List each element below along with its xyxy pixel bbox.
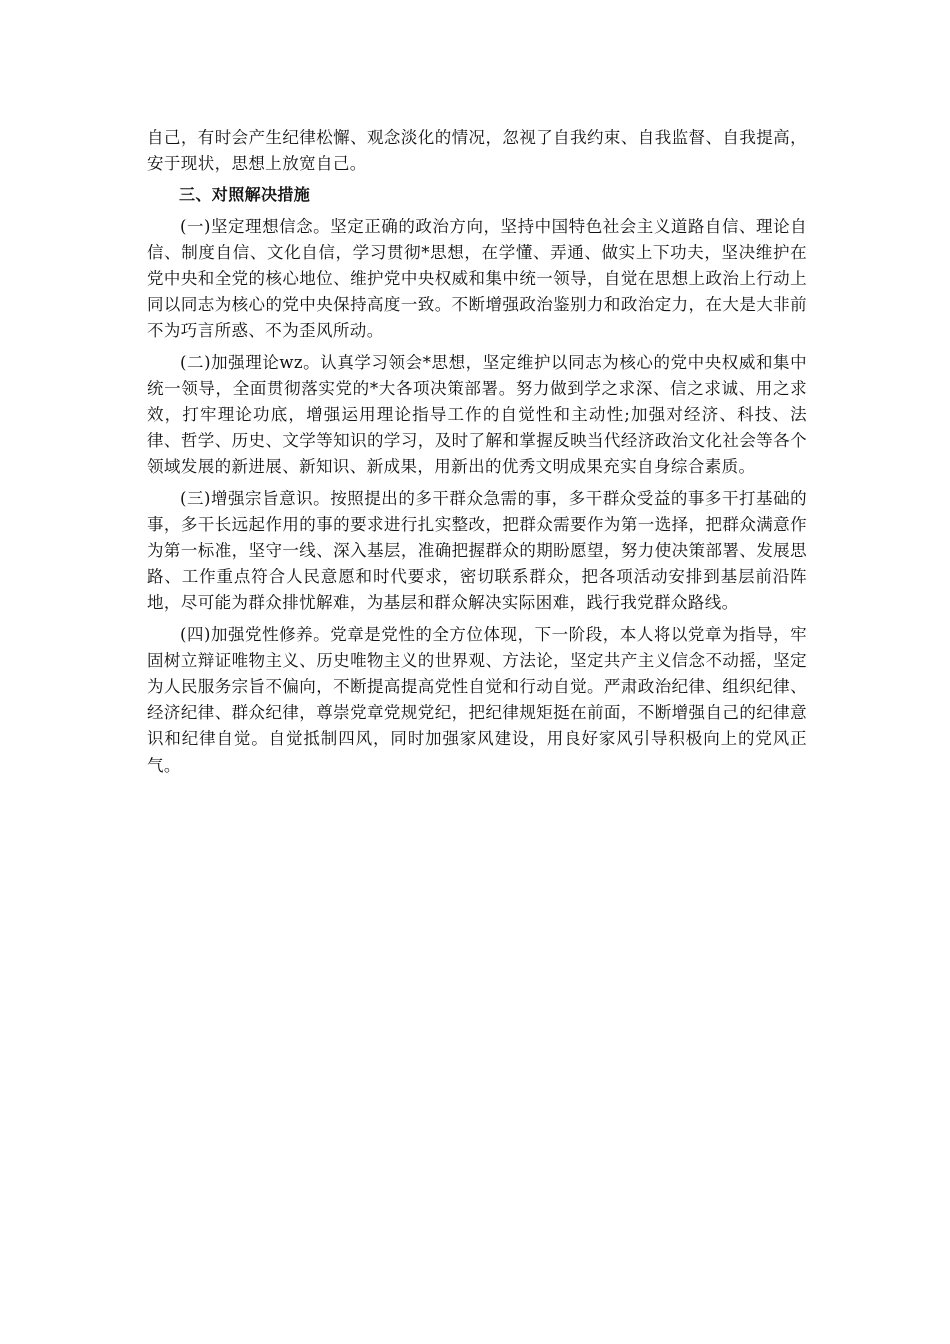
section-heading: 三、对照解决措施 [179,185,311,205]
paragraph-2: (二)加强理论wz。认真学习领会*思想，坚定维护以同志为核心的党中央权威和集中统一领导，全面贯彻落实党的*大各项决策部署。努力做到学之求深、信之求诚、用之求效，打牢理论功底，增强运用理论指导工作的自觉性和主动性;加强对经济、科技、法律、哲学、历史、文学等知识的学习，及时了解和掌握反映当代经济政治文化社会等各个领域发展的新进展、新知识、新成果，用新出的优秀文明成果充实自身综合素质。 [147,352,807,477]
continuation-paragraph: 自己，有时会产生纪律松懈、观念淡化的情况，忽视了自我约束、自我监督、自我提高，安于现状，思想上放宽自己。 [147,128,807,174]
paragraph-1: (一)坚定理想信念。坚定正确的政治方向，坚持中国特色社会主义道路自信、理论自信、制度自信、文化自信，学习贯彻*思想，在学懂、弄通、做实上下功夫，坚决维护在党中央和全党的核心地位、维护党中央权威和集中统一领导，自觉在思想上政治上行动上同以同志为核心的党中央保持高度一致。不断增强政治鉴别力和政治定力，在大是大非前不为巧言所惑、不为歪风所动。 [147,216,807,341]
paragraph-4: (四)加强党性修养。党章是党性的全方位体现，下一阶段，本人将以党章为指导，牢固树立辩证唯物主义、历史唯物主义的世界观、方法论，坚定共产主义信念不动摇，坚定为人民服务宗旨不偏向，不断提高提高党性自觉和行动自觉。严肃政治纪律、组织纪律、经济纪律、群众纪律，尊崇党章党规党纪，把纪律规矩挺在前面，不断增强自己的纪律意识和纪律自觉。自觉抵制四风，同时加强家风建设，用良好家风引导积极向上的党风正气。 [147,624,807,775]
paragraph-3: (三)增强宗旨意识。按照提出的多干群众急需的事，多干群众受益的事多干打基础的事，多干长远起作用的事的要求进行扎实整改，把群众需要作为第一选择，把群众满意作为第一标准，坚守一线、深入基层，准确把握群众的期盼愿望，努力使决策部署、发展思路、工作重点符合人民意愿和时代要求，密切联系群众，把各项活动安排到基层前沿阵地，尽可能为群众排忧解难，为基层和群众解决实际困难，践行我党群众路线。 [147,488,807,613]
document-body [147,125,807,784]
